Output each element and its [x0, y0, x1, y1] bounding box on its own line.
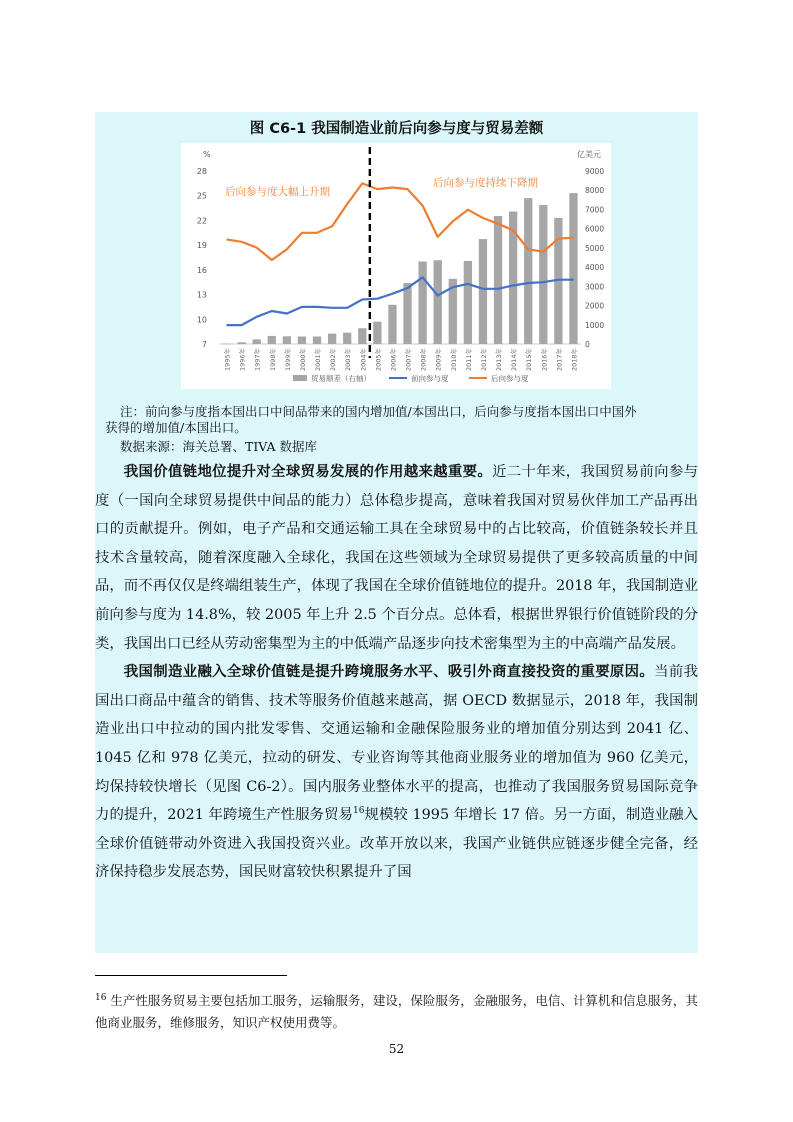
paragraph-1 [95, 458, 698, 658]
right-tick-label: 8000 [585, 186, 605, 196]
category-label: 2016年 [540, 348, 549, 372]
left-tick-label: 10 [196, 315, 207, 325]
paragraph-1-text: 近二十年来，我国贸易前向参与度（一国向全球贸易提供中间品的能力）总体稳步提高，意味着我国对贸易伙伴加工产品再出口的贡献提升。例如，电子产品和交通运输工具在全球贸易中的占比较高，价值链条较长并且技术含量较高，随着深度融入全球化，我国在这些领域为全球贸易提供了更多较高质量的中间品，而不再仅仅是终端组装生产，体现了我国在全球价值链地位的提升。2018 年，我国制造业前向参与度为 14.8%，较 2005 年上升 2.5 个百分点。总体看，根据世界银行价值链阶段的分类，我国出口已经从劳动密集型为主的中低端产品逐步向技术密集型为主的中高端产品发展。 [95, 464, 698, 652]
footnote-mark: 16 [95, 992, 107, 1003]
category-label: 2001年 [314, 348, 323, 372]
category-label: 2012年 [479, 348, 488, 372]
left-tick-label: 16 [196, 265, 207, 275]
category-label: 2002年 [329, 348, 338, 372]
annotation-falling-period: 后向参与度持续下降期 [433, 177, 538, 189]
legend-label-forward: 前向参与度 [411, 374, 449, 383]
category-label: 1996年 [238, 348, 247, 372]
trade-surplus-bar [479, 239, 487, 344]
chart-svg [181, 143, 611, 389]
left-axis-unit: % [203, 150, 211, 159]
paragraph-2-text-b: 规模较 1995 年增长 17 倍。另一方面，制造业融入全球价值链带动外资进入我国投资兴业。改革开放以来，我国产业链供应链逐步健全完备，经济保持稳步发展态势，国民财富较快积累提升了国 [95, 807, 699, 881]
footnote-divider [95, 975, 287, 976]
left-tick-label: 22 [196, 216, 207, 226]
chart [181, 143, 611, 389]
right-axis-unit: 亿美元 [577, 150, 601, 159]
left-tick-label: 19 [196, 241, 207, 251]
category-label: 2011年 [464, 348, 473, 372]
category-label: 2008年 [419, 348, 428, 372]
category-label: 2004年 [359, 348, 368, 372]
trade-surplus-bar [253, 339, 261, 344]
page-number: 52 [388, 1042, 405, 1056]
category-label: 1999年 [283, 348, 292, 372]
paragraph-2-text-a: 当前我国出口商品中蕴含的销售、技术等服务价值越来越高，据 OECD 数据显示，2018 年，我国制造业出口中拉动的国内批发零售、交通运输和金融保险服务业的增加值分别达到 2041 亿、1045 亿和 978 亿美元，拉动的研发、专业咨询等其他商业服务业的增加值为 960 亿美元，均保持较快增长（见图 C6-2）。国内服务业整体水平的提高，也推动了我国服务贸易国际竞争力的提升，2021 年跨境生产性服务贸易 [95, 664, 698, 824]
trade-surplus-bar [494, 216, 502, 344]
forward-participation-line [227, 277, 574, 325]
category-label: 2015年 [525, 348, 534, 372]
category-label: 2017年 [555, 348, 564, 372]
right-tick-label: 3000 [585, 282, 605, 292]
trade-surplus-bar [388, 305, 396, 344]
category-label: 1998年 [268, 348, 277, 372]
trade-surplus-bar [343, 333, 351, 344]
right-tick-label: 0 [585, 340, 590, 349]
footnote-ref[interactable]: 16 [353, 806, 365, 817]
left-tick-label: 7 [201, 340, 207, 349]
left-tick-label: 25 [196, 191, 207, 201]
right-tick-label: 4000 [585, 263, 605, 273]
category-label: 2014年 [510, 348, 519, 372]
trade-surplus-bar [313, 337, 321, 344]
legend-swatch-trade-surplus [293, 375, 307, 381]
right-tick-label: 6000 [585, 224, 605, 234]
category-label: 2000年 [298, 348, 307, 372]
note-line-2: 获得的增加值/本国出口。 [105, 420, 247, 435]
right-tick-label: 7000 [585, 205, 605, 215]
footnote [95, 990, 698, 1034]
category-label: 2010年 [449, 348, 458, 372]
category-label: 2013年 [495, 348, 504, 372]
category-label: 1995年 [223, 348, 232, 372]
trade-surplus-bar [403, 283, 411, 344]
right-tick-label: 2000 [585, 301, 605, 311]
trade-surplus-bar [268, 336, 276, 344]
category-label: 2018年 [570, 348, 579, 372]
category-label: 2003年 [344, 348, 353, 372]
note-line-1: 注：前向参与度指本国出口中间品带来的国内增加值/本国出口，后向参与度指本国出口中国外 [120, 404, 637, 419]
left-tick-label: 28 [196, 167, 207, 176]
trade-surplus-bar [418, 262, 426, 344]
right-tick-label: 9000 [585, 167, 605, 176]
trade-surplus-bar [222, 344, 230, 345]
chart-note [105, 404, 688, 436]
legend-label-trade-surplus: 贸易顺差（右轴） [311, 374, 371, 383]
category-label: 2005年 [374, 348, 383, 372]
category-label: 2007年 [404, 348, 413, 372]
paragraph-2-lead: 我国制造业融入全球价值链是提升跨境服务水平、吸引外商直接投资的重要原因。 [123, 663, 655, 681]
main-text [95, 458, 698, 887]
category-label: 1997年 [253, 348, 262, 372]
category-label: 2009年 [434, 348, 443, 372]
trade-surplus-bar [434, 260, 442, 344]
trade-surplus-bar [524, 198, 532, 344]
right-tick-label: 5000 [585, 243, 605, 253]
trade-surplus-bar [298, 337, 306, 344]
legend-label-backward: 后向参与度 [491, 374, 529, 383]
trade-surplus-bar [358, 328, 366, 344]
trade-surplus-bar [539, 205, 547, 344]
footnote-text: 生产性服务贸易主要包括加工服务，运输服务，建设，保险服务，金融服务，电信、计算机和信息服务，其他商业服务，维修服务，知识产权使用费等。 [95, 993, 698, 1030]
right-tick-label: 1000 [585, 320, 605, 330]
trade-surplus-bar [328, 334, 336, 344]
data-source: 数据来源：海关总署、TIVA 数据库 [120, 439, 317, 454]
paragraph-2 [95, 658, 698, 887]
figure-title: 图 C6-1 我国制造业前后向参与度与贸易差额 [249, 121, 544, 137]
trade-surplus-bar [283, 336, 291, 344]
left-tick-label: 13 [196, 290, 207, 300]
trade-surplus-bar [464, 261, 472, 344]
category-label: 2006年 [389, 348, 398, 372]
annotation-rising-period: 后向参与度大幅上升期 [225, 186, 330, 198]
trade-surplus-bar [237, 342, 245, 344]
paragraph-1-lead: 我国价值链地位提升对全球贸易发展的作用越来越重要。 [123, 463, 493, 480]
trade-surplus-bar [569, 193, 577, 344]
trade-surplus-bar [373, 322, 381, 344]
